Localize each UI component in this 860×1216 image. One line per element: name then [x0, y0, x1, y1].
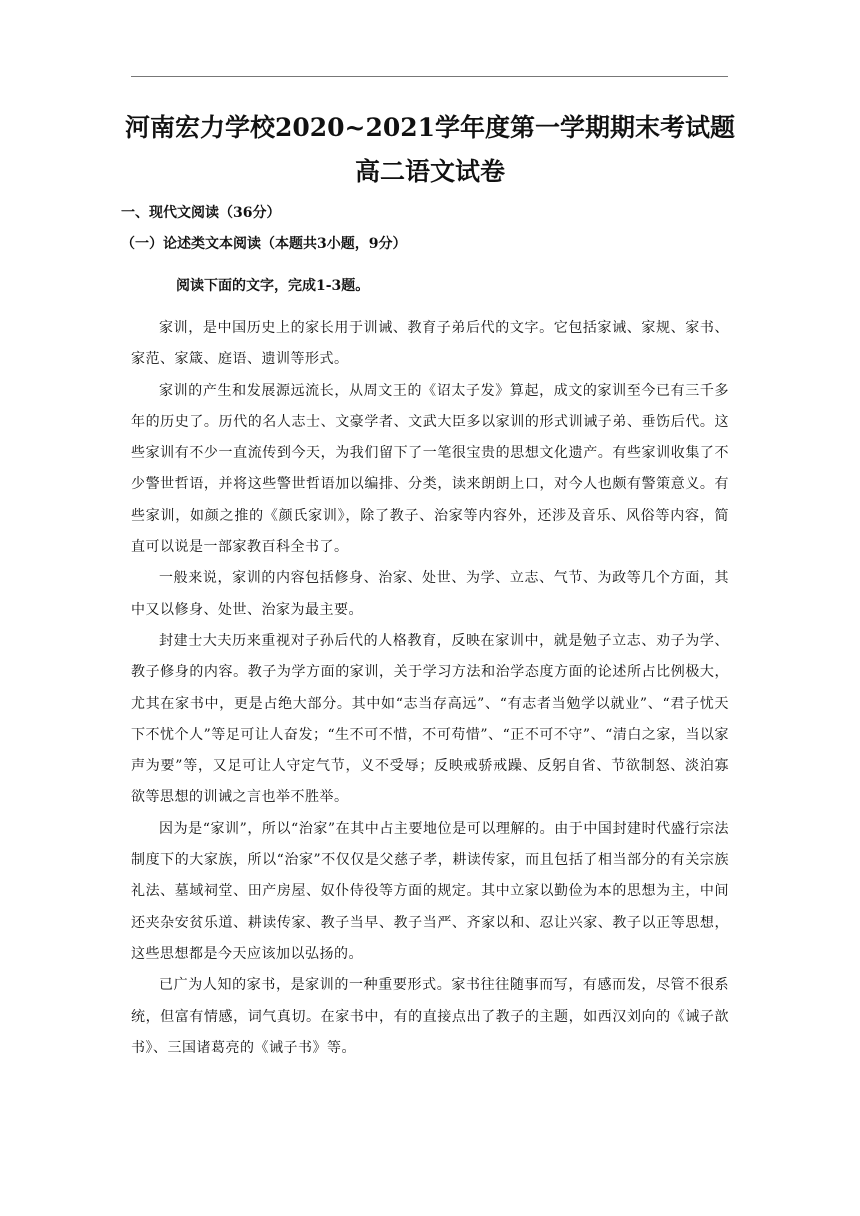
- reading-instruction: 阅读下面的文字，完成1-3题。: [176, 278, 370, 294]
- paragraph: 家训的产生和发展源远流长，从周文王的《诏太子发》算起，成文的家训至今已有三千多年的历史了。历代的名人志士、文豪学者、文武大臣多以家训的形式训诫子弟、垂饬后代。这些家训有不少一直流传到今天，为我们留下了一笔很宝贵的思想文化遗产。有些家训收集了不少警世哲语，并将这些警世哲语加以编排、分类，读来朗朗上口，对今人也颇有警策意义。有些家训，如颜之推的《颜氏家训》，除了教子、治家等内容外，还涉及音乐、风俗等内容，简直可以说是一部家教百科全书了。: [131, 382, 729, 556]
- paragraph: 因为是“家训”，所以“治家”在其中占主要地位是可以理解的。由于中国封建时代盛行宗法制度下的大家族，所以“治家”不仅仅是父慈子孝，耕读传家，而且包括了相当部分的有关宗族礼法、墓域祠堂、田产房屋、奴仆侍役等方面的规定。其中立家以勤俭为本的思想为主，中间还夹杂安贫乐道、耕读传家、教子当早、教子当严、齐家以和、忍让兴家、教子以正等思想，这些思想都是今天应该加以弘扬的。: [131, 820, 729, 962]
- section-heading: 一、现代文阅读（36分）: [121, 205, 281, 221]
- exam-subtitle: 高二语文试卷: [354, 157, 505, 186]
- paragraph: 家训，是中国历史上的家长用于训诫、教育子弟后代的文字。它包括家诫、家规、家书、家范、家箴、庭语、遗训等形式。: [131, 320, 729, 368]
- paragraph: 封建士大夫历来重视对子孙后代的人格教育，反映在家训中，就是勉子立志、劝子为学、教子修身的内容。教子为学方面的家训，关于学习方法和治学态度方面的论述所占比例极大，尤其在家书中，更是占绝大部分。其中如“志当存高远”、“有志者当勉学以就业”、“君子忧天下不忧个人”等足可让人奋发；“生不可不惜，不可苟惜”、“正不可不守”、“清白之家，当以家声为要”等，又足可让人守定气节，义不受辱；反映戒骄戒躁、反躬自省、节欲制怒、淡泊寡欲等思想的训诫之言也举不胜举。: [131, 632, 729, 806]
- passage-body: [131, 313, 729, 1064]
- header-rule: [131, 76, 728, 77]
- exam-title: 河南宏力学校2020~2021学年度第一学期期末考试题: [124, 113, 736, 142]
- subsection-heading: （一）论述类文本阅读（本题共3小题，9分）: [121, 236, 407, 252]
- paragraph: 一般来说，家训的内容包括修身、治家、处世、为学、立志、气节、为政等几个方面，其中又以修身、处世、治家为最主要。: [131, 570, 729, 618]
- paragraph: 已广为人知的家书，是家训的一种重要形式。家书往往随事而写，有感而发，尽管不很系统，但富有情感，词气真切。在家书中，有的直接点出了教子的主题，如西汉刘向的《诫子歆书》、三国诸葛亮的《诫子书》等。: [131, 977, 729, 1056]
